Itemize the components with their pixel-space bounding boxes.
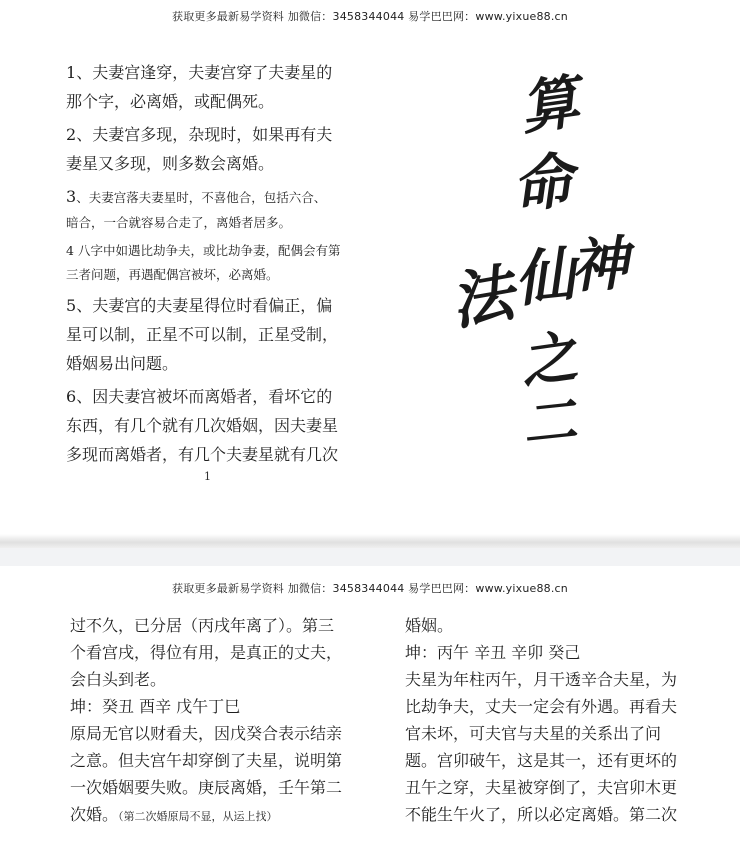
calligraphy-char: 法 <box>445 256 519 339</box>
chart-line: 坤：癸丑 酉辛 戊午丁巳 <box>70 697 241 716</box>
text-column-right <box>405 612 700 828</box>
text-line: 之意。但夫宫午却穿倒了夫星，说明第 <box>70 751 343 770</box>
rule-line: 婚姻易出问题。 <box>66 354 179 373</box>
text-line: 不能生午火了，所以必定离婚。第二次 <box>405 805 678 824</box>
rule-number: 1 <box>66 63 77 82</box>
rule-line: 暗合，一合就容易合走了，离婚者居多。 <box>66 215 292 230</box>
scan-shadow <box>0 534 740 548</box>
rule-line: 、夫妻宫多现，杂现时，如果再有夫 <box>76 125 333 144</box>
calligraphy-char: 二 <box>519 387 580 457</box>
rule-line: 东西，有几个就有几次婚姻，因夫妻星 <box>66 416 339 435</box>
text-fragment: 次婚。 <box>70 805 119 824</box>
text-line: 个看宫戌，得位有用，是真正的丈夫， <box>70 643 343 662</box>
rule-number: 3 <box>66 187 77 206</box>
calligraphy-char: 命 <box>509 146 577 222</box>
rule-line: 那个字，必离婚，或配偶死。 <box>66 92 275 111</box>
rule-item-5 <box>66 291 366 378</box>
text-line: 官未坏，可夫官与夫星的关系出了问 <box>405 724 662 743</box>
text-column-left <box>70 612 370 830</box>
rule-number: 2 <box>66 125 77 144</box>
rule-item-1 <box>66 58 366 116</box>
rule-line: 星可以制，正星不可以制，正星受制， <box>66 325 339 344</box>
text-line: 原局无官以财看夫，因戊癸合表示结亲 <box>70 724 343 743</box>
rule-item-4 <box>66 239 366 287</box>
rule-line: 、夫妻宫落夫妻星时，不喜他合，包括六合、 <box>76 190 327 205</box>
rule-item-3 <box>66 182 366 235</box>
rule-item-6 <box>66 382 366 469</box>
page-number: 1 <box>204 470 211 483</box>
rule-number: 5 <box>66 296 77 315</box>
text-line: 过不久，已分居（丙戌年离了）。第三 <box>70 616 335 635</box>
text-note: （第二次婚原局不显，从运上找） <box>118 810 278 823</box>
text-line: 一次婚姻要失败。庚辰离婚，壬午第二 <box>70 778 343 797</box>
text-line: 题。宫卯破午，这是其一，还有更坏的 <box>405 751 678 770</box>
calligraphy-char: 之 <box>516 323 581 397</box>
rule-line: 、夫妻宫的夫妻星得位时看偏正，偏 <box>76 296 333 315</box>
rule-number: 6 <box>66 387 77 406</box>
calligraphy-title <box>445 58 640 457</box>
page-banner: 获取更多最新易学资料 加微信：3458344044 易学巴巴网：www.yixue88.cn <box>172 10 568 23</box>
text-line <box>70 801 370 830</box>
text-line: 丑午之穿，夫星被穿倒了，夫宫卯木更 <box>405 778 678 797</box>
rule-line: 、因夫妻宫被坏而离婚者，看坏它的 <box>76 387 333 406</box>
text-line: 会白头到老。 <box>70 670 167 689</box>
rule-number: 4 <box>66 243 74 258</box>
calligraphy-char: 神 <box>568 229 631 301</box>
text-line: 夫星为年柱丙午，月干透辛合夫星，为 <box>405 670 678 689</box>
rule-line: 八字中如遇比劫争夫，或比劫争妻，配偶会有第 <box>77 243 341 258</box>
rule-line: 三者问题，再遇配偶宫被坏，必离婚。 <box>66 267 279 282</box>
calligraphy-char: 算 <box>516 67 584 143</box>
text-line: 婚姻。 <box>405 616 454 635</box>
rule-line: 多现而离婚者，有几个夫妻星就有几次 <box>66 445 339 464</box>
calligraphy-char: 仙 <box>511 240 579 316</box>
text-line: 比劫争夫，丈夫一定会有外遇。再看夫 <box>405 697 678 716</box>
rule-item-2 <box>66 120 366 178</box>
rule-line: 、夫妻宫逢穿，夫妻宫穿了夫妻星的 <box>76 63 333 82</box>
chart-line: 坤：丙午 辛丑 辛卯 癸己 <box>405 643 581 662</box>
rule-line: 妻星又多现，则多数会离婚。 <box>66 154 275 173</box>
rules-list <box>66 58 366 473</box>
page-banner: 获取更多最新易学资料 加微信：3458344044 易学巴巴网：www.yixue88.cn <box>172 582 568 595</box>
